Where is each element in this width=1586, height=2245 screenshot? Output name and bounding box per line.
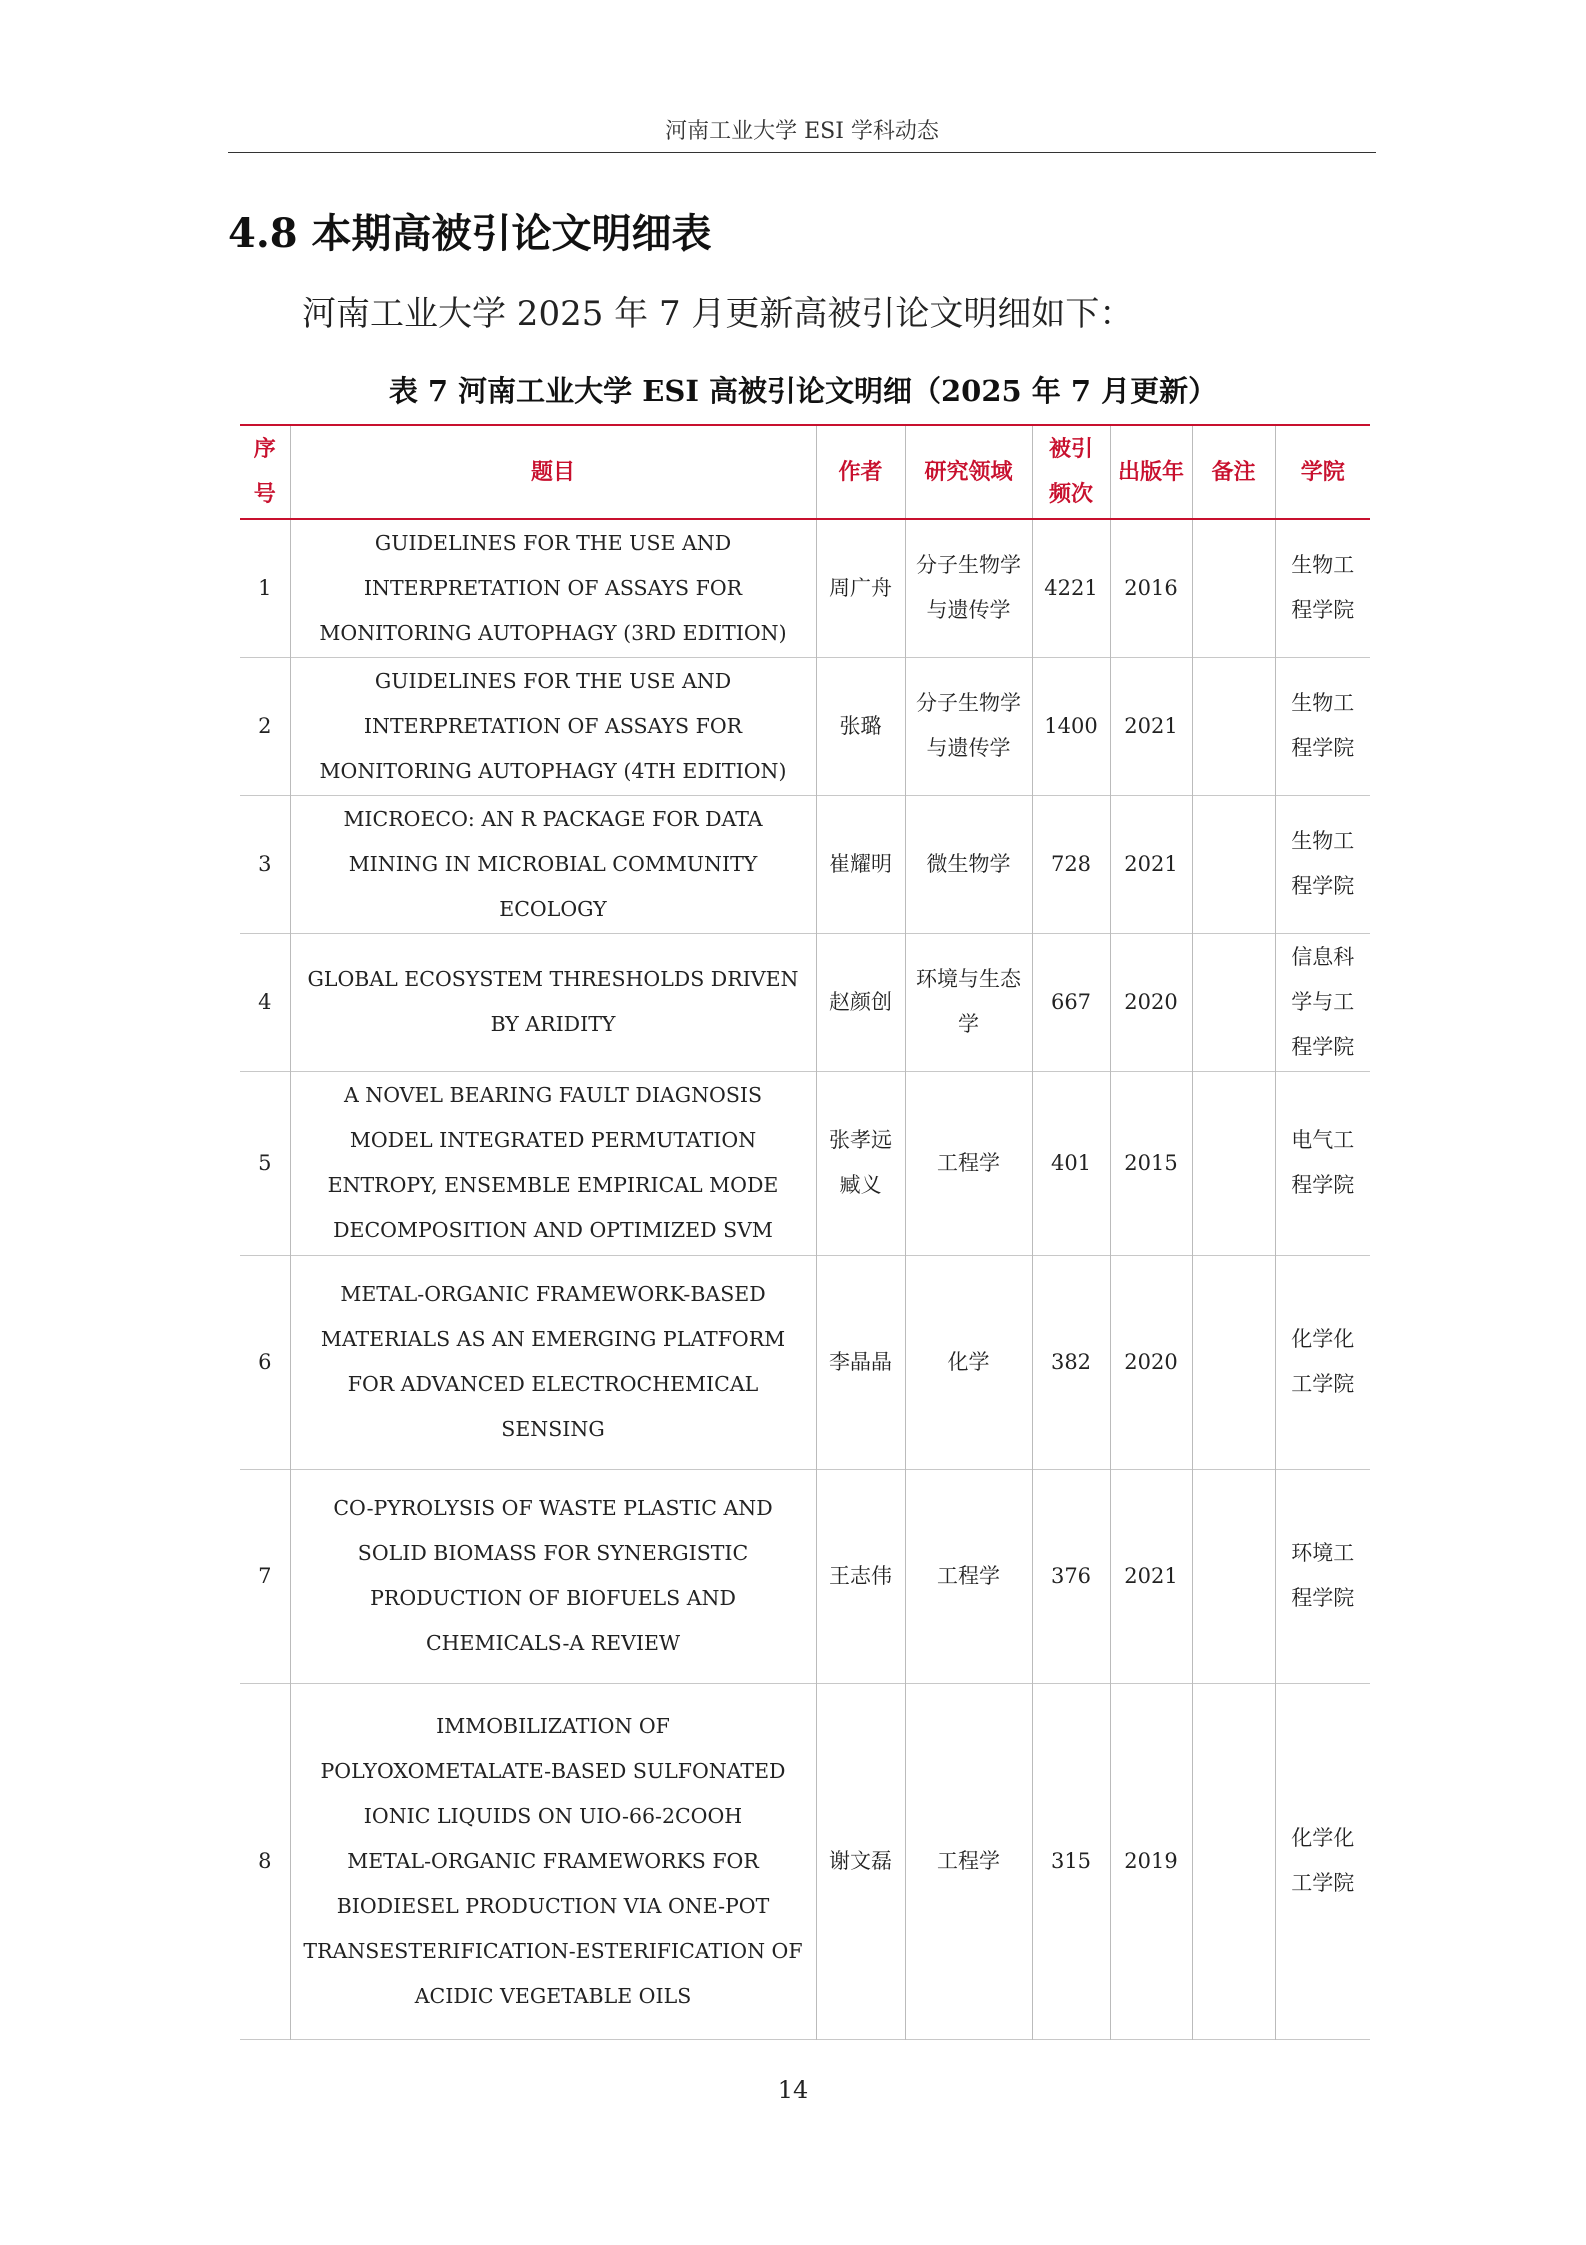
cell-author-line: 周广舟 bbox=[829, 575, 892, 600]
cell-index: 8 bbox=[258, 1848, 272, 1873]
cell-college-line: 程学院 bbox=[1291, 598, 1355, 623]
cell-author bbox=[816, 1469, 905, 1683]
table-row bbox=[240, 1469, 1370, 1683]
cell-college bbox=[1275, 1071, 1370, 1255]
cell-title bbox=[290, 519, 816, 657]
cell-college-line: 程学院 bbox=[1291, 1586, 1355, 1610]
cell-title-line: PRODUCTION OF BIOFUELS AND bbox=[370, 1586, 736, 1610]
cell-field bbox=[905, 795, 1032, 933]
cell-college-line: 程学院 bbox=[1291, 1173, 1355, 1197]
cell-field bbox=[905, 1071, 1032, 1255]
cell-title bbox=[290, 933, 816, 1071]
table-header-row bbox=[240, 425, 1370, 519]
cell-year: 2021 bbox=[1110, 1469, 1192, 1683]
table-header bbox=[240, 425, 1370, 519]
cell-title-line: A NOVEL BEARING FAULT DIAGNOSIS bbox=[343, 1083, 763, 1107]
cell-college-line: 电气工 bbox=[1291, 1128, 1355, 1152]
page-number: 14 bbox=[777, 2076, 809, 2104]
cell-author-line: 谢文磊 bbox=[829, 1848, 892, 1873]
cell-field-line: 工程学 bbox=[937, 1848, 1000, 1873]
cell-citations: 382 bbox=[1032, 1255, 1110, 1469]
cell-title bbox=[290, 795, 816, 933]
cell-field-line: 分子生物学 bbox=[916, 553, 1021, 578]
cell-title-line: METAL-ORGANIC FRAMEWORK-BASED bbox=[340, 1282, 766, 1306]
cell-title-line: SOLID BIOMASS FOR SYNERGISTIC bbox=[357, 1541, 749, 1565]
cell-college bbox=[1275, 1683, 1370, 2039]
table-row bbox=[240, 1255, 1370, 1469]
cell-year: 2016 bbox=[1110, 519, 1192, 657]
table-row bbox=[240, 1071, 1370, 1255]
cell-year: 2015 bbox=[1110, 1071, 1192, 1255]
cell-title-line: METAL-ORGANIC FRAMEWORKS FOR bbox=[347, 1848, 759, 1873]
cell-college-line: 生物工 bbox=[1291, 691, 1355, 715]
cell-title-line: MATERIALS AS AN EMERGING PLATFORM bbox=[320, 1327, 786, 1351]
cell-index: 7 bbox=[258, 1563, 272, 1588]
cell-notes bbox=[1192, 1469, 1275, 1683]
cell-author bbox=[816, 519, 905, 657]
cell-college-line: 学与工 bbox=[1291, 989, 1355, 1014]
cell-index: 2 bbox=[258, 713, 272, 738]
col-header-index: 序号 bbox=[253, 436, 276, 507]
col-header-author: 作者 bbox=[816, 425, 905, 519]
cell-college-line: 环境工 bbox=[1291, 1541, 1355, 1565]
cell-author bbox=[816, 933, 905, 1071]
cell-college-line: 生物工 bbox=[1291, 553, 1355, 578]
cell-author bbox=[816, 1255, 905, 1469]
cell-notes bbox=[1192, 519, 1275, 657]
cell-title-line: ECOLOGY bbox=[499, 896, 607, 921]
cell-title-line: INTERPRETATION OF ASSAYS FOR bbox=[363, 713, 743, 738]
cell-author-line: 臧义 bbox=[839, 1173, 882, 1197]
cell-year: 2020 bbox=[1110, 1255, 1192, 1469]
cell-title-line: BIODIESEL PRODUCTION VIA ONE-POT bbox=[336, 1893, 770, 1918]
table-row bbox=[240, 933, 1370, 1071]
cell-college bbox=[1275, 1255, 1370, 1469]
cell-index: 1 bbox=[258, 575, 272, 600]
cell-author bbox=[816, 1683, 905, 2039]
cell-college-line: 程学院 bbox=[1291, 736, 1355, 760]
table-body bbox=[240, 519, 1370, 2039]
cell-author-line: 张璐 bbox=[839, 713, 882, 738]
cell-title-line: TRANSESTERIFICATION-ESTERIFICATION OF bbox=[303, 1938, 803, 1963]
cell-title-line: CHEMICALS-A REVIEW bbox=[425, 1631, 681, 1655]
cell-citations: 667 bbox=[1032, 933, 1110, 1071]
table-row bbox=[240, 519, 1370, 657]
cell-author-line: 王志伟 bbox=[829, 1563, 892, 1588]
intro-paragraph: 河南工业大学 2025 年 7 月更新高被引论文明细如下： bbox=[302, 294, 1134, 334]
cell-title-line: ENTROPY, ENSEMBLE EMPIRICAL MODE bbox=[327, 1173, 779, 1197]
cell-college-line: 程学院 bbox=[1291, 1034, 1355, 1059]
cell-field-line: 分子生物学 bbox=[916, 691, 1021, 715]
col-header-year: 出版年 bbox=[1110, 425, 1192, 519]
cell-title-line: MINING IN MICROBIAL COMMUNITY bbox=[348, 851, 758, 876]
highly-cited-papers-table bbox=[240, 424, 1370, 2040]
running-header bbox=[228, 112, 1376, 153]
cell-title-line: POLYOXOMETALATE-BASED SULFONATED bbox=[320, 1758, 786, 1783]
cell-author-line: 崔耀明 bbox=[829, 851, 892, 876]
cell-citations: 401 bbox=[1032, 1071, 1110, 1255]
col-header-citations-line2: 频次 bbox=[1048, 481, 1093, 507]
cell-field bbox=[905, 1683, 1032, 2039]
cell-notes bbox=[1192, 933, 1275, 1071]
cell-title-line: GUIDELINES FOR THE USE AND bbox=[374, 530, 732, 555]
table-row bbox=[240, 657, 1370, 795]
col-header-citations bbox=[1032, 425, 1110, 519]
cell-college-line: 化学化 bbox=[1291, 1826, 1355, 1850]
cell-title-line: MONITORING AUTOPHAGY (3RD EDITION) bbox=[319, 620, 787, 645]
cell-author-line: 张孝远 bbox=[829, 1128, 892, 1152]
cell-title bbox=[290, 1683, 816, 2039]
cell-title-line: GUIDELINES FOR THE USE AND bbox=[374, 668, 732, 693]
cell-citations: 1400 bbox=[1032, 657, 1110, 795]
cell-year: 2021 bbox=[1110, 795, 1192, 933]
cell-notes bbox=[1192, 1683, 1275, 2039]
cell-title-line: FOR ADVANCED ELECTROCHEMICAL bbox=[347, 1372, 759, 1396]
section-heading: 4.8 本期高被引论文明细表 bbox=[228, 210, 712, 257]
cell-citations: 376 bbox=[1032, 1469, 1110, 1683]
cell-field-line: 学 bbox=[958, 1012, 979, 1036]
cell-field-line: 化学 bbox=[947, 1349, 990, 1374]
col-header-notes: 备注 bbox=[1192, 425, 1275, 519]
cell-field-line: 工程学 bbox=[937, 1150, 1000, 1175]
cell-college-line: 生物工 bbox=[1291, 829, 1355, 853]
cell-author-line: 李晶晶 bbox=[829, 1349, 892, 1374]
cell-college-line: 化学化 bbox=[1291, 1327, 1355, 1351]
cell-field-line: 微生物学 bbox=[926, 851, 1011, 876]
cell-field bbox=[905, 1469, 1032, 1683]
cell-field-line: 工程学 bbox=[937, 1563, 1000, 1588]
cell-title-line: CO-PYROLYSIS OF WASTE PLASTIC AND bbox=[333, 1496, 773, 1520]
cell-title-line: IMMOBILIZATION OF bbox=[436, 1713, 670, 1738]
cell-college-line: 工学院 bbox=[1291, 1871, 1355, 1895]
cell-citations: 4221 bbox=[1032, 519, 1110, 657]
cell-citations: 315 bbox=[1032, 1683, 1110, 2039]
cell-notes bbox=[1192, 795, 1275, 933]
cell-college-line: 工学院 bbox=[1291, 1372, 1355, 1396]
cell-title bbox=[290, 1255, 816, 1469]
cell-author bbox=[816, 795, 905, 933]
cell-notes bbox=[1192, 657, 1275, 795]
cell-notes bbox=[1192, 1071, 1275, 1255]
cell-title-line: BY ARIDITY bbox=[490, 1012, 616, 1036]
cell-notes bbox=[1192, 1255, 1275, 1469]
cell-title bbox=[290, 1469, 816, 1683]
table-caption: 表 7 河南工业大学 ESI 高被引论文明细（2025 年 7 月更新） bbox=[388, 374, 1218, 408]
table-row bbox=[240, 1683, 1370, 2039]
cell-field-line: 与遗传学 bbox=[926, 598, 1011, 623]
cell-title-line: IONIC LIQUIDS ON UIO-66-2COOH bbox=[363, 1803, 743, 1828]
cell-field bbox=[905, 519, 1032, 657]
table-row bbox=[240, 795, 1370, 933]
cell-title bbox=[290, 1071, 816, 1255]
cell-college bbox=[1275, 1469, 1370, 1683]
cell-index: 4 bbox=[258, 989, 272, 1014]
cell-title-line: MONITORING AUTOPHAGY (4TH EDITION) bbox=[319, 758, 787, 783]
cell-title-line: SENSING bbox=[501, 1417, 605, 1441]
cell-title-line: GLOBAL ECOSYSTEM THRESHOLDS DRIVEN bbox=[307, 967, 799, 991]
col-header-citations-line1: 被引 bbox=[1048, 436, 1093, 462]
cell-year: 2020 bbox=[1110, 933, 1192, 1071]
col-header-title: 题目 bbox=[290, 425, 816, 519]
cell-citations: 728 bbox=[1032, 795, 1110, 933]
cell-college-line: 信息科 bbox=[1291, 944, 1355, 969]
cell-index: 5 bbox=[258, 1150, 272, 1175]
cell-author-line: 赵颜创 bbox=[829, 989, 892, 1014]
cell-title-line: MODEL INTEGRATED PERMUTATION bbox=[349, 1128, 757, 1152]
cell-college bbox=[1275, 933, 1370, 1071]
col-header-college: 学院 bbox=[1275, 425, 1370, 519]
cell-college bbox=[1275, 795, 1370, 933]
cell-author bbox=[816, 1071, 905, 1255]
running-header-title: 河南工业大学 ESI 学科动态 bbox=[665, 119, 939, 144]
cell-title bbox=[290, 657, 816, 795]
cell-college-line: 程学院 bbox=[1291, 874, 1355, 898]
cell-field-line: 环境与生态 bbox=[916, 967, 1021, 991]
cell-title-line: MICROECO: AN R PACKAGE FOR DATA bbox=[343, 806, 763, 831]
cell-author bbox=[816, 657, 905, 795]
cell-year: 2021 bbox=[1110, 657, 1192, 795]
cell-field bbox=[905, 933, 1032, 1071]
col-header-field: 研究领域 bbox=[905, 425, 1032, 519]
cell-title-line: ACIDIC VEGETABLE OILS bbox=[414, 1983, 692, 2008]
cell-title-line: INTERPRETATION OF ASSAYS FOR bbox=[363, 575, 743, 600]
cell-index: 6 bbox=[258, 1349, 272, 1374]
cell-field bbox=[905, 657, 1032, 795]
cell-year: 2019 bbox=[1110, 1683, 1192, 2039]
cell-college bbox=[1275, 657, 1370, 795]
cell-field-line: 与遗传学 bbox=[926, 736, 1011, 760]
cell-index: 3 bbox=[258, 851, 272, 876]
cell-field bbox=[905, 1255, 1032, 1469]
cell-title-line: DECOMPOSITION AND OPTIMIZED SVM bbox=[333, 1218, 773, 1242]
cell-college bbox=[1275, 519, 1370, 657]
